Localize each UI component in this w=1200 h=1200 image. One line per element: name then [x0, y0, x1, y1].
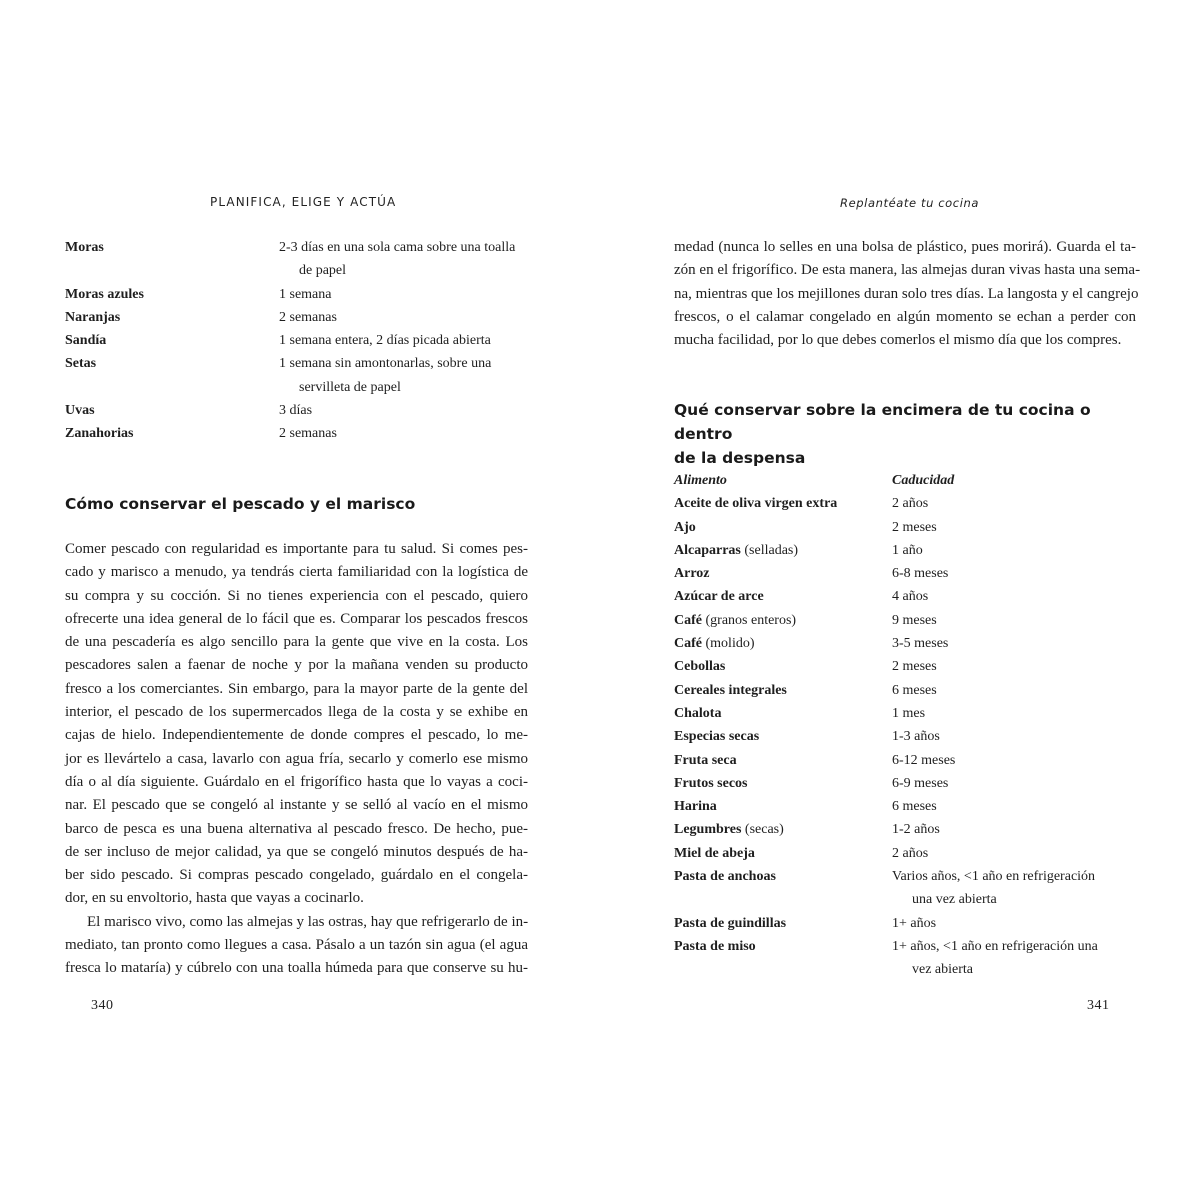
section-title-line: Qué conservar sobre la encimera de tu cocina o dentro	[674, 401, 1091, 443]
item-duration	[892, 585, 1136, 608]
item-duration	[892, 912, 1136, 935]
item-duration	[892, 749, 1136, 772]
item-name	[674, 702, 892, 725]
item-name-text: Moras	[65, 240, 104, 255]
item-name	[674, 912, 892, 935]
text-line: jor es llevártelo a casa, lavarlo con agua fría, secarlo y comerlo ese mismo	[65, 750, 528, 767]
table-row	[674, 842, 1136, 865]
duration-line: servilleta de papel	[299, 379, 401, 395]
column-header-expiry: Caducidad	[892, 473, 955, 488]
duration-line: 6-9 meses	[892, 775, 949, 791]
duration-line: 1+ años	[892, 915, 937, 931]
item-name-text: Ajo	[674, 519, 696, 535]
item-duration	[892, 702, 1136, 725]
item-qualifier: (molido)	[702, 636, 755, 652]
text-line: ber sido pescado. Si compras pescado congelado, guárdalo en el congela-	[65, 867, 528, 884]
item-name	[65, 283, 279, 306]
item-name	[674, 585, 892, 608]
table-row	[65, 236, 528, 283]
table-row	[674, 772, 1136, 795]
item-name	[674, 679, 892, 702]
item-name	[674, 632, 892, 655]
item-name-text: Frutos secos	[674, 775, 748, 791]
duration-line: 1+ años, <1 año en refrigeración una	[892, 938, 1098, 954]
duration-line: 1 semana entera, 2 días picada abierta	[279, 333, 491, 349]
item-name	[674, 865, 892, 912]
item-name	[674, 492, 892, 515]
table-row	[674, 795, 1136, 818]
item-name-text: Café	[674, 612, 702, 628]
item-duration	[892, 539, 1136, 562]
text-line: su compra y su cocción. Si no tienes experiencia con el pescado, quiero	[65, 587, 528, 604]
table-row	[674, 516, 1136, 539]
item-name-text: Chalota	[674, 705, 722, 721]
text-line: de una pescadería es algo sencillo para la gente que vive en la costa. Los	[65, 634, 528, 651]
item-name	[65, 352, 279, 399]
text-line: de ser incluso de mejor calidad, ya que se congeló minutos después de ha-	[65, 843, 528, 860]
duration-line: Varios años, <1 año en refrigeración	[892, 869, 1096, 885]
item-duration	[892, 818, 1136, 841]
table-row	[65, 329, 528, 352]
text-line: na, mientras que los mejillones duran solo tres días. La langosta y el cangrejo	[674, 285, 1139, 302]
item-name-text: Harina	[674, 799, 717, 815]
item-name	[65, 329, 279, 352]
text-line: zón en el frigorífico. De esta manera, las almejas duran vivas hasta una sema-	[674, 262, 1141, 279]
page-number: 341	[1087, 998, 1110, 1013]
table-row	[65, 422, 528, 445]
item-name	[65, 399, 279, 422]
page-number: 340	[91, 998, 114, 1013]
item-duration	[279, 352, 528, 399]
item-duration	[279, 236, 528, 283]
duration-line: 1 año	[892, 542, 923, 558]
item-duration	[892, 516, 1136, 539]
item-name-text: Cereales integrales	[674, 682, 787, 698]
item-duration	[279, 422, 528, 445]
table-row	[65, 399, 528, 422]
item-duration	[279, 399, 528, 422]
duration-line: 2 años	[892, 845, 929, 861]
duration-line: 3-5 meses	[892, 636, 949, 652]
text-line: nar. El pescado que se congeló al instante y se selló al vacío en el mismo	[65, 797, 528, 814]
item-name-text: Fruta seca	[674, 752, 737, 768]
item-name-text: Naranjas	[65, 309, 121, 325]
duration-line: 4 años	[892, 589, 929, 605]
section-title	[674, 398, 1136, 470]
item-duration	[892, 842, 1136, 865]
duration-line: vez abierta	[912, 962, 974, 978]
text-line: dor, en su envoltorio, hasta que vayas a cocinarlo.	[65, 890, 364, 907]
duration-line: 6 meses	[892, 799, 937, 815]
item-duration	[892, 562, 1136, 585]
item-duration	[892, 772, 1136, 795]
text-line: frescos, o el calamar congelado en algún momento se echan a perder con	[674, 308, 1136, 325]
duration-line: 9 meses	[892, 612, 937, 628]
left-page	[65, 0, 528, 1200]
right-page	[674, 0, 1141, 1200]
section-title: Cómo conservar el pescado y el marisco	[65, 495, 416, 513]
item-name-text: Especias secas	[674, 729, 760, 745]
table-row	[674, 725, 1136, 748]
text-line: medad (nunca lo selles en una bolsa de plástico, pues morirá). Guarda el ta-	[674, 239, 1136, 255]
item-name-text: Alcaparras	[674, 542, 741, 558]
table-row	[674, 749, 1136, 772]
item-name	[674, 609, 892, 632]
duration-line: 2 meses	[892, 659, 937, 675]
text-line: día o al día siguiente. Guárdalo en el frigorífico hasta que lo vayas a coci-	[65, 773, 528, 790]
item-name	[674, 516, 892, 539]
item-name-text: Azúcar de arce	[674, 589, 764, 605]
item-name	[65, 306, 279, 329]
item-name	[674, 749, 892, 772]
item-name	[65, 236, 279, 283]
item-name-text: Uvas	[65, 403, 95, 419]
duration-line: 6-12 meses	[892, 752, 956, 768]
duration-line: de papel	[299, 263, 347, 279]
item-name-text: Aceite de oliva virgen extra	[674, 496, 838, 512]
duration-line: 1 semana sin amontonarlas, sobre una	[279, 356, 492, 372]
storage-table	[65, 236, 528, 446]
item-name	[674, 935, 892, 982]
item-duration	[279, 283, 528, 306]
column-header-food: Alimento	[674, 473, 727, 488]
item-duration	[892, 632, 1136, 655]
text-line: mucha facilidad, por lo que debes comerlos el mismo día que los compres.	[674, 332, 1122, 349]
table-row	[674, 609, 1136, 632]
item-name	[674, 818, 892, 841]
item-duration	[892, 795, 1136, 818]
text-line: fresca lo mataría) y cúbrelo con una toalla húmeda para que conserve su hu-	[65, 960, 528, 977]
table-row	[674, 679, 1136, 702]
item-duration	[892, 725, 1136, 748]
table-row	[674, 912, 1136, 935]
pantry-table	[674, 469, 1136, 982]
item-qualifier: (secas)	[741, 822, 784, 838]
text-line: ofrecerte una idea general de lo fácil que es. Comparar los pescados frescos	[65, 610, 528, 627]
item-name-text: Arroz	[674, 566, 710, 582]
item-duration	[892, 865, 1136, 912]
duration-line: 2-3 días en una sola cama sobre una toalla	[279, 240, 516, 255]
item-name-text: Miel de abeja	[674, 845, 755, 861]
text-line: pescadores salen a faenar de noche y por la mañana venden su producto	[65, 657, 528, 674]
item-duration	[892, 655, 1136, 678]
item-name	[674, 562, 892, 585]
duration-line: 1-3 años	[892, 729, 940, 745]
text-line: El marisco vivo, como las almejas y las ostras, hay que refrigerarlo de in-	[87, 913, 529, 930]
table-row	[65, 352, 528, 399]
item-duration	[892, 492, 1136, 515]
body-text	[65, 538, 528, 981]
table-row	[674, 655, 1136, 678]
duration-line: una vez abierta	[912, 892, 997, 908]
item-name	[674, 539, 892, 562]
item-duration	[279, 306, 528, 329]
item-name	[674, 655, 892, 678]
table-row	[674, 818, 1136, 841]
text-line: Comer pescado con regularidad es importante para tu salud. Si comes pes-	[65, 541, 528, 557]
table-row	[674, 492, 1136, 515]
table-row	[674, 865, 1136, 912]
duration-line: 6-8 meses	[892, 566, 949, 582]
item-duration	[892, 679, 1136, 702]
item-name	[674, 795, 892, 818]
table-row	[674, 562, 1136, 585]
item-duration	[892, 609, 1136, 632]
running-head: PLANIFICA, ELIGE Y ACTÚA	[210, 195, 397, 209]
table-row	[674, 935, 1136, 982]
duration-line: 2 semanas	[279, 426, 337, 442]
item-name-text: Pasta de anchoas	[674, 869, 776, 885]
item-name	[65, 422, 279, 445]
text-line: interior, el pescado de los supermercados llega de la costa y se exhibe en	[65, 704, 528, 721]
item-duration	[279, 329, 528, 352]
table-row	[65, 306, 528, 329]
table-row	[674, 702, 1136, 725]
text-line: fresco a los comerciantes. Sin embargo, para la mayor parte de la gente del	[65, 680, 528, 697]
table-header	[674, 469, 1136, 492]
item-name-text: Cebollas	[674, 659, 726, 675]
table-row	[674, 585, 1136, 608]
item-name	[674, 842, 892, 865]
text-line: cado y marisco a menudo, ya tendrás cierta familiaridad con la logística de	[65, 564, 528, 581]
duration-line: 6 meses	[892, 682, 937, 698]
item-name-text: Moras azules	[65, 286, 144, 302]
text-line: barco de pesca es una buena alternativa al pescado fresco. De hecho, pue-	[65, 820, 528, 837]
duration-line: 3 días	[279, 403, 313, 419]
text-line: cajas de hielo. Independientemente de donde compres el pescado, lo me-	[65, 727, 528, 744]
section-title-line: de la despensa	[674, 449, 806, 467]
item-name-text: Sandía	[65, 333, 107, 349]
duration-line: 2 años	[892, 496, 929, 512]
text-line: mediato, tan pronto como llegues a casa. Pásalo a un tazón sin agua (el agua	[65, 937, 528, 954]
table-row	[674, 539, 1136, 562]
table-row	[65, 283, 528, 306]
body-text	[674, 236, 1141, 352]
item-name-text: Zanahorias	[65, 426, 134, 442]
item-name-text: Pasta de guindillas	[674, 915, 787, 931]
item-qualifier: (granos enteros)	[702, 612, 797, 628]
duration-line: 1 semana	[279, 286, 332, 302]
duration-line: 2 meses	[892, 519, 937, 535]
duration-line: 1-2 años	[892, 822, 940, 838]
duration-line: 1 mes	[892, 705, 926, 721]
table-row	[674, 632, 1136, 655]
item-name	[674, 772, 892, 795]
item-name	[674, 725, 892, 748]
item-name-text: Legumbres	[674, 822, 742, 838]
item-name-text: Setas	[65, 356, 97, 372]
running-head: Replantéate tu cocina	[840, 196, 980, 210]
item-duration	[892, 935, 1136, 982]
item-name-text: Café	[674, 636, 702, 652]
item-qualifier: (selladas)	[740, 542, 799, 558]
item-name-text: Pasta de miso	[674, 938, 756, 954]
duration-line: 2 semanas	[279, 309, 337, 325]
